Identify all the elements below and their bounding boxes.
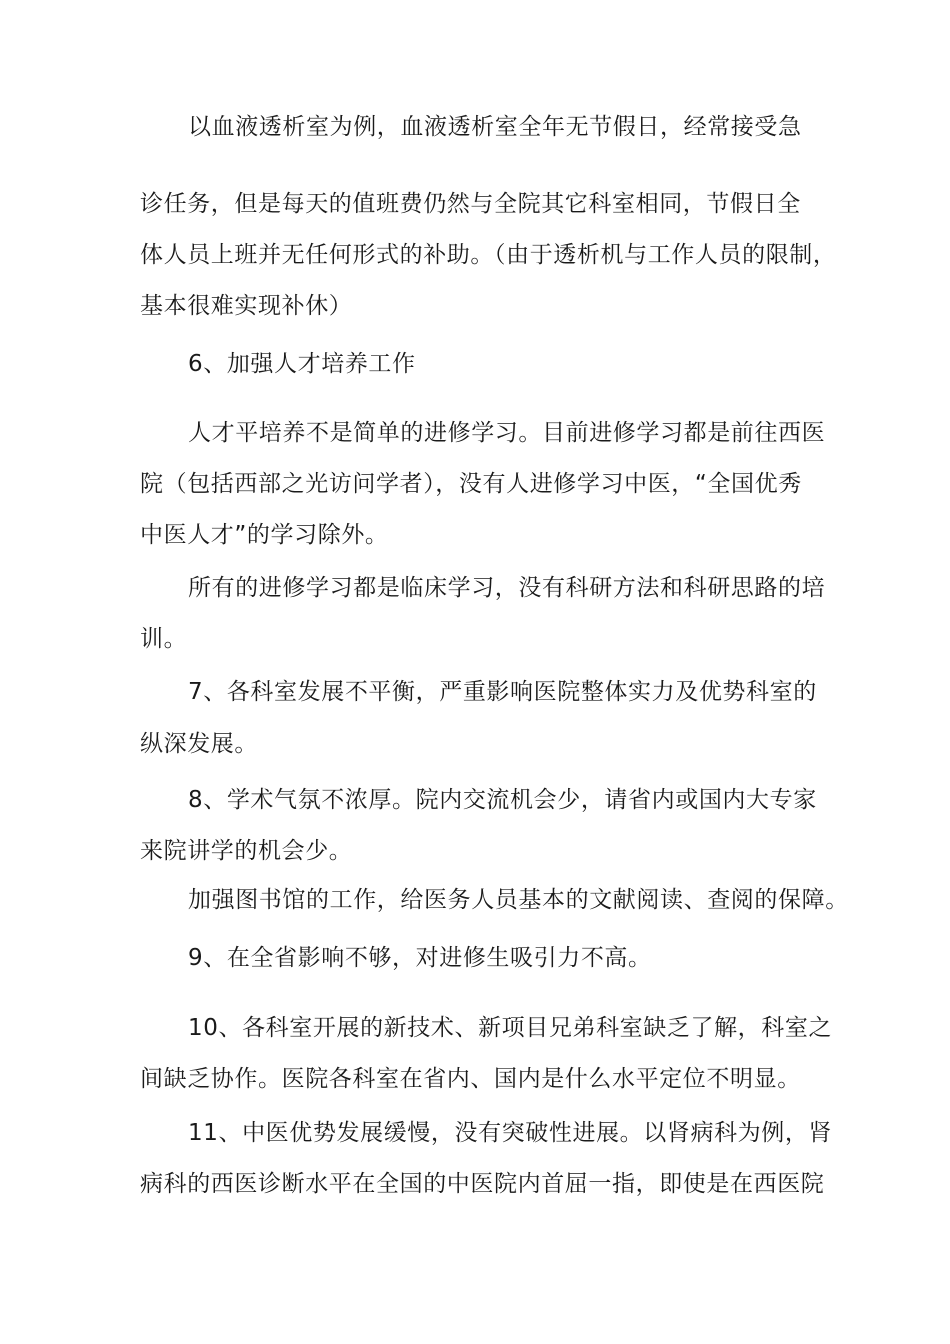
text-line: 人才平培养不是简单的进修学习。目前进修学习都是前往西医 [188, 420, 826, 446]
section-heading: 6、加强人才培养工作 [188, 351, 416, 377]
text-line: 训。 [140, 626, 188, 652]
text-line: 基本很难实现补休） [140, 293, 353, 319]
text-line: 诊任务，但是每天的值班费仍然与全院其它科室相同，节假日全 [140, 191, 801, 217]
section-heading: 10、各科室开展的新技术、新项目兄弟科室缺乏了解，科室之 [188, 1015, 833, 1041]
section-heading: 8、学术气氛不浓厚。院内交流机会少，请省内或国内大专家 [188, 787, 817, 813]
text-line: 来院讲学的机会少。 [140, 838, 353, 864]
text-line: 中医人才”的学习除外。 [140, 522, 389, 548]
text-line: 所有的进修学习都是临床学习，没有科研方法和科研思路的培 [188, 575, 826, 601]
text-line: 病科的西医诊断水平在全国的中医院内首屈一指，即使是在西医院 [140, 1171, 825, 1197]
text-line: 间缺乏协作。医院各科室在省内、国内是什么水平定位不明显。 [140, 1066, 801, 1092]
text-line: 以血液透析室为例，血液透析室全年无节假日，经常接受急 [188, 114, 802, 140]
section-heading: 7、各科室发展不平衡，严重影响医院整体实力及优势科室的 [188, 679, 817, 705]
text-line: 院（包括西部之光访问学者），没有人进修学习中医，“全国优秀 [140, 471, 802, 497]
text-line: 纵深发展。 [140, 731, 258, 757]
text-line: 加强图书馆的工作，给医务人员基本的文献阅读、查阅的保障。 [188, 887, 849, 913]
section-heading: 9、在全省影响不够，对进修生吸引力不高。 [188, 945, 652, 971]
text-line: 体人员上班并无任何形式的补助。（由于透析机与工作人员的限制， [140, 242, 837, 268]
section-heading: 11、中医优势发展缓慢，没有突破性进展。以肾病科为例，肾 [188, 1120, 833, 1146]
